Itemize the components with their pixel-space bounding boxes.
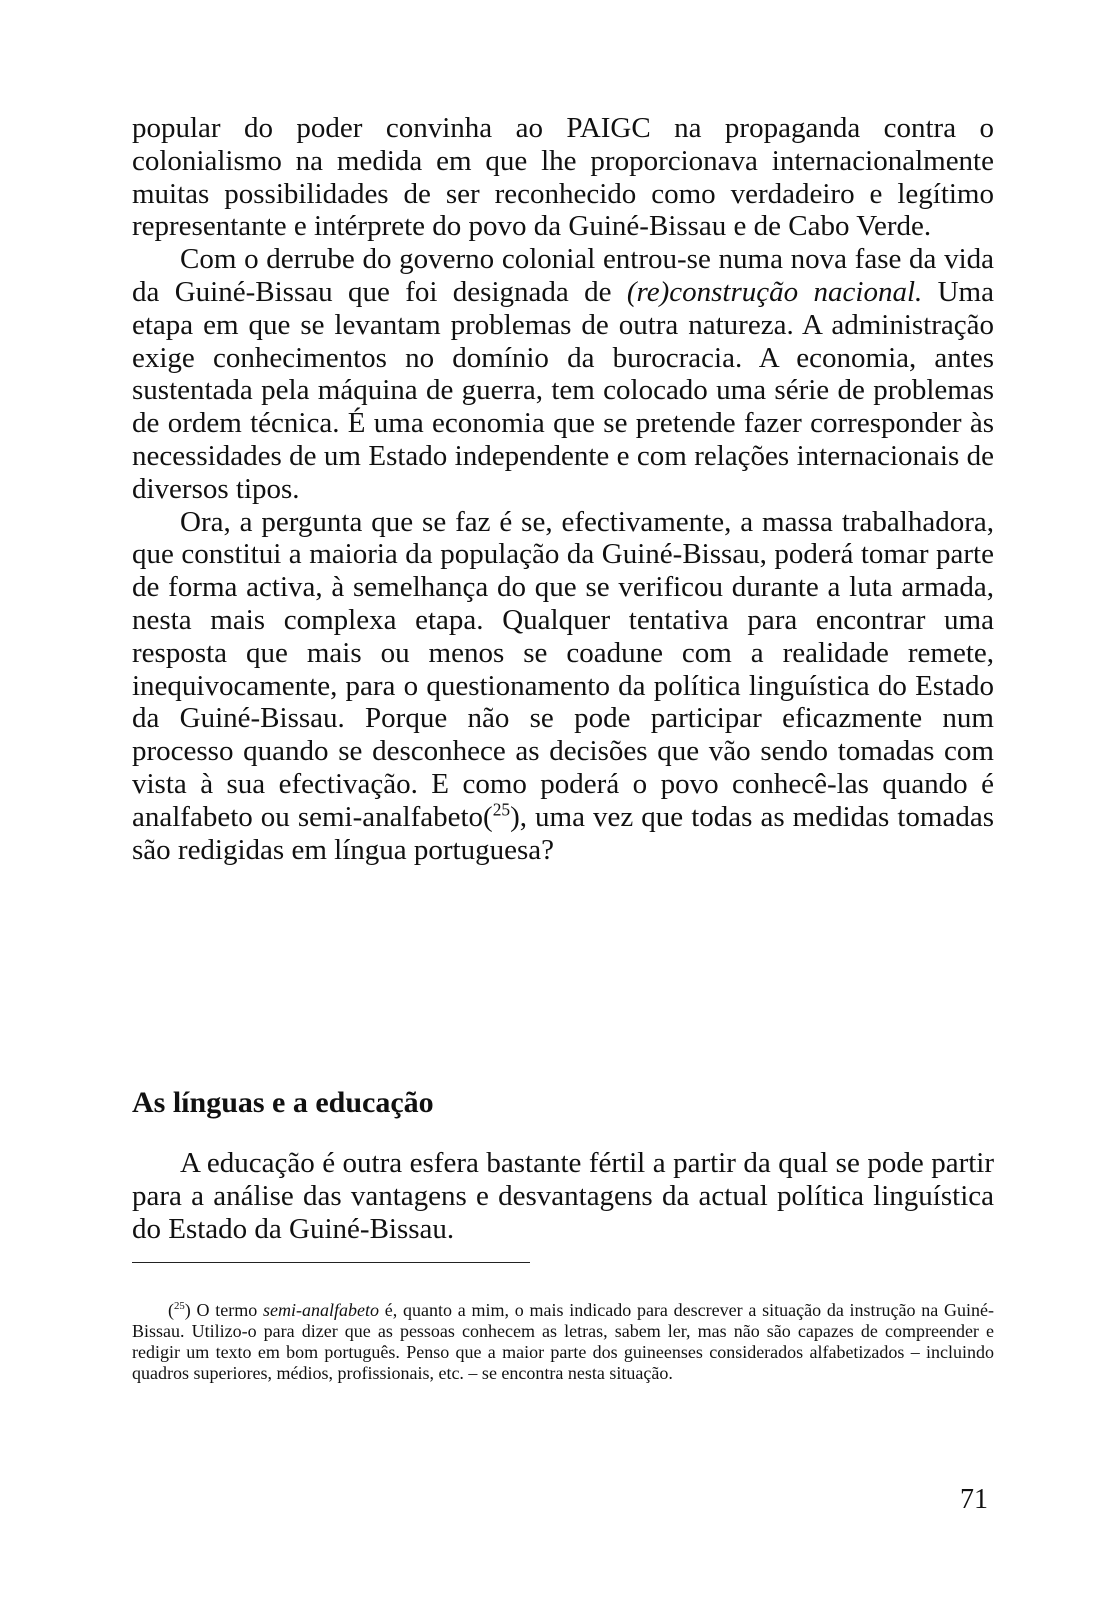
paragraph-education: A educação é outra esfera bastante fértil a partir da qual se pode partir para a análise das vantagens e desvantagens da actual política linguística do Estado da Guiné-Bissau. [132,1147,994,1245]
paragraph-continuation: popular do poder convinha ao PAIGC na propaganda contra o colonialismo na medida em que lhe proporcionava internacionalmente muitas possibilidades de ser reconhecido como verdadeiro e legítimo representante e intérprete do povo da Guiné-Bissau e de Cabo Verde. [132,112,994,243]
paragraph-reconstruction [132,243,994,505]
footnote-reference[interactable]: 25 [492,799,511,820]
page-number: 71 [960,1484,988,1515]
footnote-text: O termo [190,1300,264,1320]
paragraph-question [132,506,994,867]
footnote-italic-term: semi-analfabeto [263,1300,380,1320]
footnote-close: ) [184,1300,191,1320]
footnote-number: 25 [174,1300,185,1312]
paragraph-text: Ora, a pergunta que se faz é se, efectivamente, a massa trabalhadora, que constitui a maioria da população da Guiné-Bissau, poderá tomar parte de forma activa, à semelhança do que se verificou durante a luta armada, nesta mais complexa etapa. Qualquer tentativa para encontrar uma resposta que mais ou menos se coadune com a realidade remete, inequivocamente, para o questionamento da política linguística do Estado da Guiné-Bissau. Porque não se pode participar eficazmente num processo quando se desconhece as decisões que vão sendo tomadas com vista à sua efectivação. E como poderá o povo conhecê-las quando é analfabeto ou semi-analfabeto( [132,505,994,833]
paragraph-text: Com o derrube do governo colonial entrou-se numa nova fase da vida da Guiné-Bissau que foi designada de [132,243,994,308]
paragraph-text: Uma etapa em que se levantam problemas de outra natureza. A administração exige conhecimentos no domínio da burocracia. A economia, antes sustentada pela máquina de guerra, tem colocado uma série de problemas de ordem técnica. É uma economia que se pretende fazer corresponder às necessidades de um Estado independente e com relações internacionais de diversos tipos. [132,275,994,505]
footnote-open: ( [168,1300,174,1320]
italic-term: (re)construção nacional. [626,275,923,308]
footnote-divider [132,1262,530,1263]
footnote [132,1300,994,1384]
section-heading: As línguas e a educação [132,1086,434,1119]
section-body [132,1147,994,1245]
main-text [132,112,994,866]
footnote-text: é, quanto a mim, o mais indicado para descrever a situação da instrução na Guiné-Bissau. Utilizo-o para dizer que as pessoas conhecem as letras, sabem ler, mas não são capazes de compreender e redigir um texto em bom português. Penso que a maior parte dos guineenses considerados alfabetizados – incluindo quadros superiores, médios, profissionais, etc. – se encontra nesta situação. [132,1300,995,1383]
paragraph-text: ), uma vez que todas as medidas tomadas são redigidas em língua portuguesa? [132,800,995,866]
